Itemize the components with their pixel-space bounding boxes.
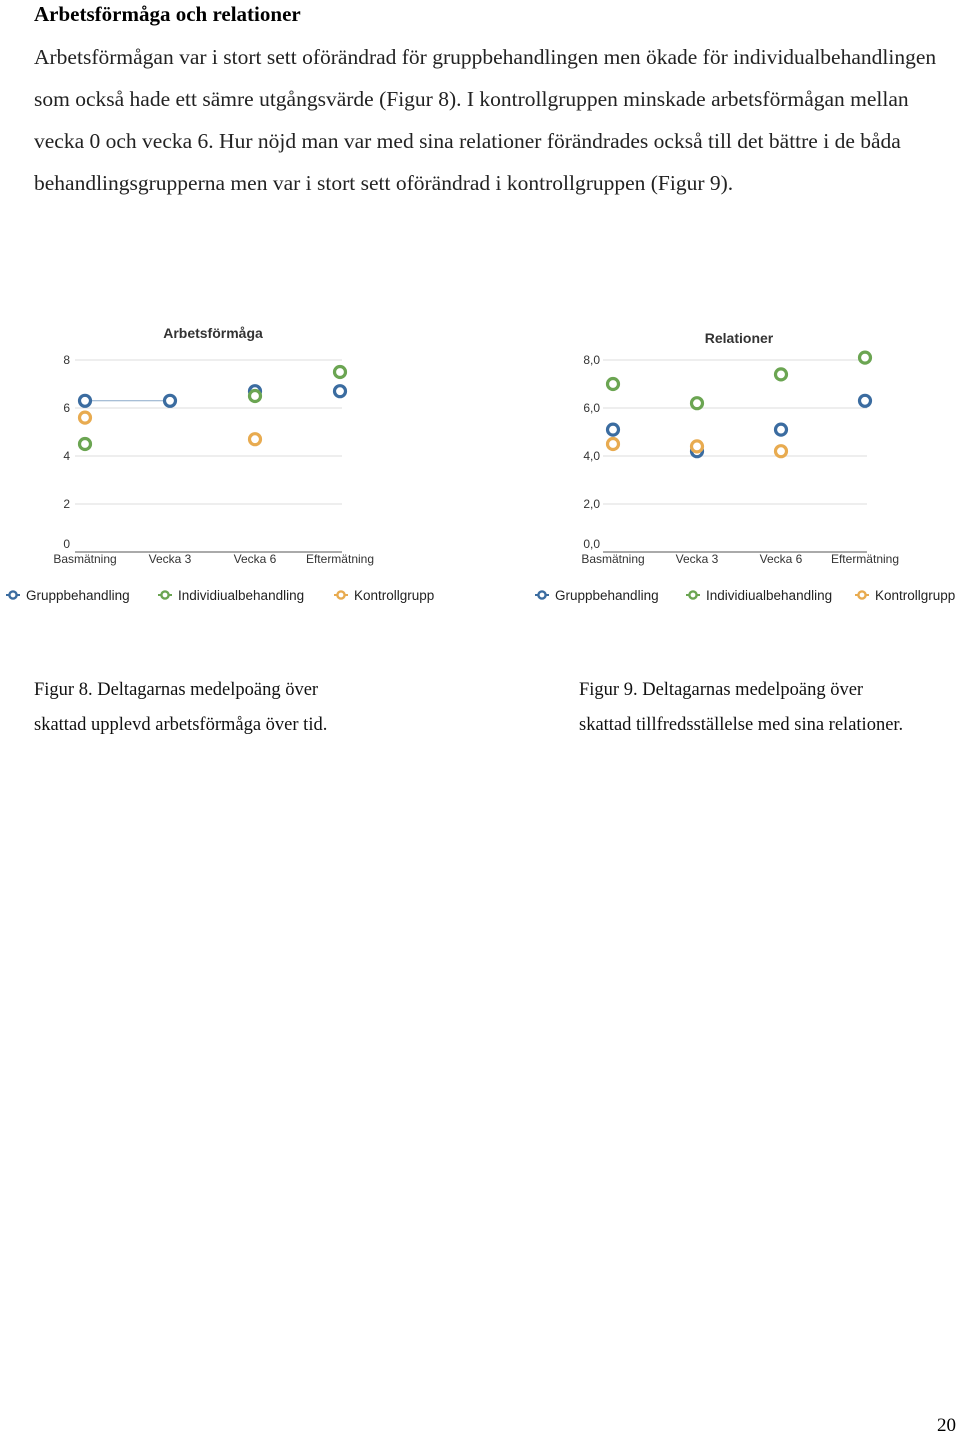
y-tick-label: 8,0: [583, 353, 600, 367]
data-point: [80, 412, 91, 423]
x-tick-label: Eftermätning: [305, 552, 375, 566]
data-point: [776, 424, 787, 435]
figure-8-caption: [34, 673, 327, 743]
data-point: [250, 391, 261, 402]
caption-line: skattad tillfredsställelse med sina relationer.: [579, 715, 904, 735]
legend-swatch-marker: [858, 591, 865, 598]
y-tick-label: 6,0: [583, 401, 600, 415]
legend-label: Gruppbehandling: [555, 588, 659, 603]
caption-line: Figur 9. Deltagarnas medelpoäng över: [579, 680, 864, 700]
data-point: [692, 441, 703, 452]
y-tick-label: 0: [63, 537, 70, 551]
y-tick-label: 0,0: [583, 537, 600, 551]
chart-relationer: [510, 300, 960, 620]
figure-9-caption: [579, 673, 903, 743]
legend-swatch-marker: [161, 591, 168, 598]
x-tick-label: Vecka 3: [148, 552, 192, 566]
data-point: [860, 395, 871, 406]
data-point: [80, 439, 91, 450]
legend-swatch-marker: [538, 591, 545, 598]
x-tick-label: Basmätning: [581, 552, 645, 566]
data-point: [608, 439, 619, 450]
legend-label: Kontrollgrupp: [354, 588, 435, 603]
body-paragraph: [34, 36, 944, 204]
legend-label: Kontrollgrupp: [875, 588, 956, 603]
section-heading: Arbetsförmåga och relationer: [34, 2, 301, 26]
data-point: [335, 386, 346, 397]
legend-swatch-marker: [337, 591, 344, 598]
data-point: [776, 369, 787, 380]
chart-title: Arbetsförmåga: [163, 325, 263, 341]
data-point: [250, 434, 261, 445]
caption-line: skattad upplevd arbetsförmåga över tid.: [34, 715, 328, 735]
data-point: [165, 395, 176, 406]
legend-swatch-marker: [689, 591, 696, 598]
legend-swatch-marker: [9, 591, 16, 598]
x-tick-label: Vecka 3: [675, 552, 719, 566]
paragraph-text: Arbetsförmågan var i stort sett oförändrad för gruppbehandlingen men ökade för individualbehandlingen som också hade ett sämre utgångsvärde (Figur 8). I kontrollgruppen minskade arbetsförmågan mellan vecka 0 och vecka 6. Hur nöjd man var med sina relationer förändrades också till det bättre i de båda behandlingsgrupperna men var i stort sett oförändrad i kontrollgruppen (Figur 9).: [34, 45, 937, 195]
x-tick-label: Vecka 6: [759, 552, 803, 566]
data-point: [608, 379, 619, 390]
chart-arbetsformaga: [0, 300, 470, 620]
x-tick-label: Basmätning: [53, 552, 117, 566]
data-point: [80, 395, 91, 406]
chart-title: Relationer: [704, 330, 774, 346]
data-point: [335, 367, 346, 378]
data-point: [608, 424, 619, 435]
caption-line: Figur 8. Deltagarnas medelpoäng över: [34, 680, 319, 700]
y-tick-label: 8: [63, 353, 70, 367]
y-tick-label: 2: [63, 497, 70, 511]
x-tick-label: Eftermätning: [830, 552, 900, 566]
data-point: [860, 352, 871, 363]
legend-label: Gruppbehandling: [26, 588, 130, 603]
page-number: 20: [937, 1415, 956, 1436]
legend-label: Individiualbehandling: [706, 588, 833, 603]
y-tick-label: 4,0: [583, 449, 600, 463]
y-tick-label: 2,0: [583, 497, 600, 511]
y-tick-label: 4: [63, 449, 70, 463]
x-tick-label: Vecka 6: [233, 552, 277, 566]
data-point: [692, 398, 703, 409]
y-tick-label: 6: [63, 401, 70, 415]
data-point: [776, 446, 787, 457]
legend-label: Individiualbehandling: [178, 588, 305, 603]
